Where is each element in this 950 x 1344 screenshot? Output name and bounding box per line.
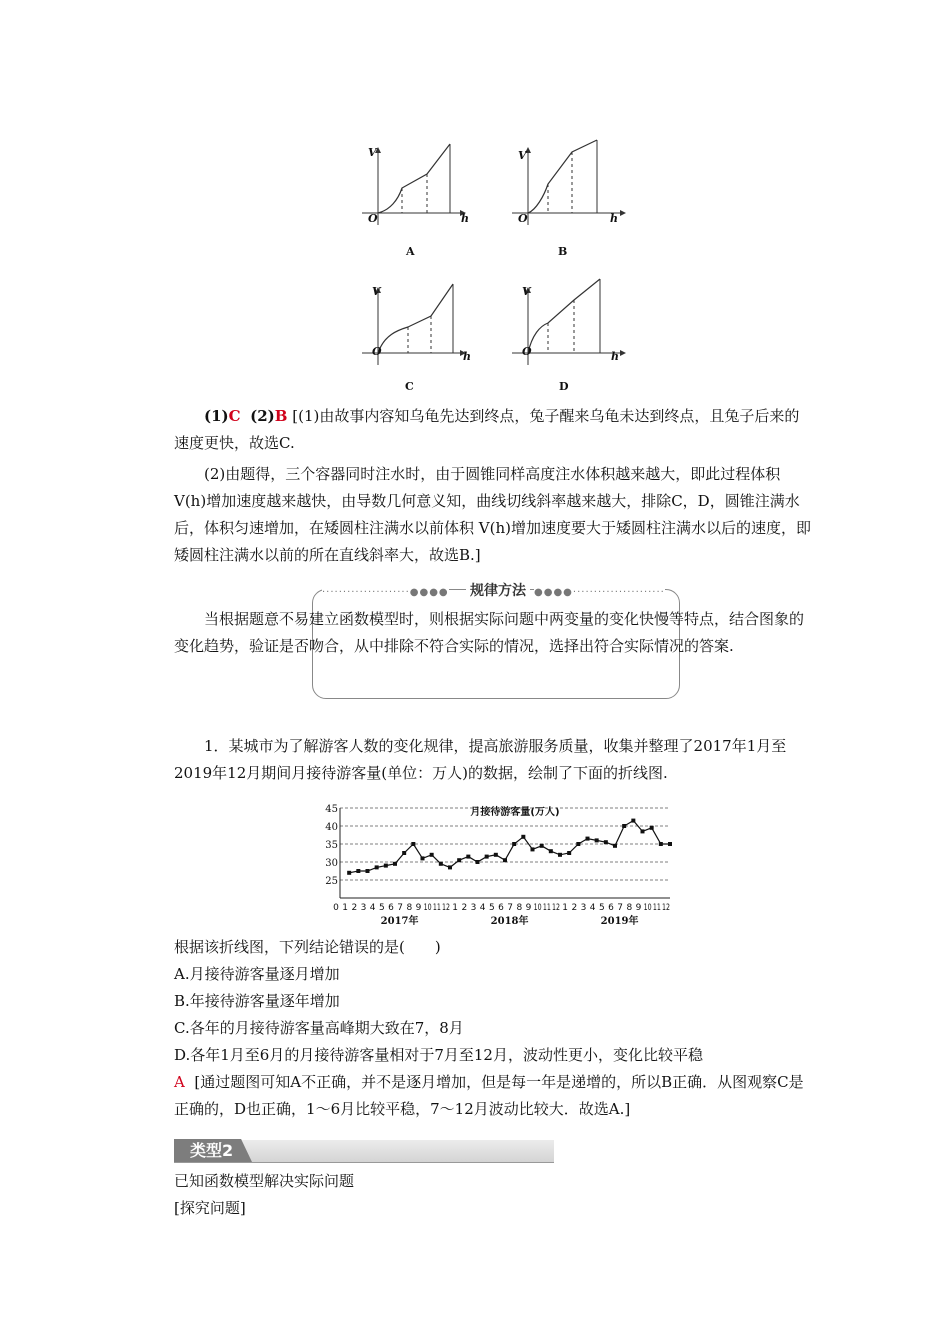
- graph-c-v-label: V: [372, 285, 381, 298]
- question-1-answer: [174, 1069, 814, 1123]
- graph-b-v-label: V: [518, 149, 527, 162]
- data-point: [430, 853, 434, 857]
- data-point: [476, 860, 480, 864]
- x-tick-label: 10: [533, 903, 542, 913]
- x-tick-label: 7: [507, 903, 514, 913]
- x-tick-label: 12: [662, 903, 670, 913]
- year-label: 2019年: [600, 916, 639, 927]
- x-tick-label: 2: [461, 903, 468, 913]
- x-tick-label: 12: [442, 903, 450, 913]
- x-tick-label: 4: [479, 903, 486, 913]
- data-point: [641, 829, 645, 833]
- option-c: C.各年的月接待游客量高峰期大致在7，8月: [174, 1019, 464, 1037]
- x-tick-label: 6: [388, 903, 394, 913]
- x-tick-label: 2: [571, 903, 578, 913]
- data-point: [604, 840, 608, 844]
- data-point: [549, 849, 553, 853]
- x-tick-label: 9: [415, 903, 422, 913]
- graph-b: [512, 140, 625, 225]
- graph-d-caption: D: [559, 380, 569, 393]
- x-tick-label: 10: [423, 903, 432, 913]
- x-tick-label: 4: [369, 903, 376, 913]
- data-point: [494, 853, 498, 857]
- data-point: [595, 838, 599, 842]
- answer-part1-choice: C: [228, 407, 241, 425]
- x-tick-label: 1: [562, 903, 569, 913]
- x-tick-label: 0: [333, 903, 339, 913]
- data-point: [631, 819, 635, 823]
- x-tick-label: 3: [360, 903, 367, 913]
- tourist-line-chart: [325, 804, 678, 930]
- x-tick-label: 5: [598, 903, 605, 913]
- data-point: [366, 869, 370, 873]
- x-tick-label: 6: [608, 903, 614, 913]
- x-tick-label: 9: [525, 903, 532, 913]
- option-b: B.年接待游客量逐年增加: [174, 992, 340, 1010]
- graph-a-v-label: V: [368, 146, 377, 159]
- x-tick-label: 3: [580, 903, 587, 913]
- graph-a-origin: O: [368, 212, 378, 225]
- x-tick-label: 8: [516, 903, 523, 913]
- data-point: [421, 856, 425, 860]
- question-1-prompt: 根据该折线图，下列结论错误的是( ): [174, 938, 441, 956]
- x-tick-label: 11: [432, 903, 441, 913]
- x-tick-label: 10: [643, 903, 652, 913]
- data-point: [558, 853, 562, 857]
- data-point: [466, 855, 470, 859]
- graph-d-origin: O: [522, 345, 532, 358]
- x-tick-label: 6: [498, 903, 504, 913]
- type-2-subtitle: [探究问题]: [174, 1199, 246, 1217]
- x-tick-label: 8: [406, 903, 413, 913]
- answer-explanation-1: [(1)由故事内容知乌龟先达到终点，兔子醒来乌龟未达到终点，且兔子后来的速度更快，故选C.: [174, 407, 800, 452]
- graph-c-origin: O: [372, 345, 382, 358]
- graph-d-h-label: h: [611, 350, 619, 363]
- y-tick-label: 40: [325, 822, 338, 833]
- answer-part2-choice: B: [274, 407, 288, 425]
- data-point: [439, 862, 443, 866]
- question-1-answer-letter: A: [174, 1073, 185, 1091]
- answer-part2-label: (2): [250, 407, 275, 425]
- answer-paragraph-1: [174, 403, 814, 457]
- x-tick-label: 1: [452, 903, 459, 913]
- data-point: [622, 824, 626, 828]
- x-tick-label: 7: [617, 903, 624, 913]
- rule-text: 当根据题意不易建立函数模型时，则根据实际问题中两变量的变化快慢等特点，结合图象的变化趋势，验证是否吻合，从中排除不符合实际的情况，选择出符合实际情况的答案.: [174, 610, 805, 655]
- x-tick-label: 9: [635, 903, 642, 913]
- data-point: [411, 842, 415, 846]
- x-tick-label: 11: [542, 903, 551, 913]
- graph-a-caption: A: [406, 245, 415, 258]
- data-point: [384, 864, 388, 868]
- data-point: [531, 847, 535, 851]
- data-point: [613, 844, 617, 848]
- x-tick-label: 2: [351, 903, 358, 913]
- type-2-title: 已知函数模型解决实际问题: [174, 1172, 355, 1190]
- volume-height-graphs: [350, 130, 640, 410]
- answer-part1-label: (1): [204, 407, 229, 425]
- answer-paragraph-2: (2)由题得，三个容器同时注水时，由于圆锥同样高度注水体积越来越大，即此过程体积 V(h)增加速度越来越快，由导数几何意义知，曲线切线斜率越来越大，排除C，D，圆锥注满水后，体积匀速增加，在矮圆柱注满水以前体积 V(h)增加速度要大于矮圆柱注满水以后的速度，即矮圆柱注满水以前的所在直线斜率大，故选B.]: [174, 465, 811, 564]
- graph-c-caption: C: [405, 380, 414, 393]
- rule-dots-right: ●●●●······················: [534, 587, 665, 598]
- x-tick-label: 7: [397, 903, 404, 913]
- x-tick-label: 12: [552, 903, 560, 913]
- data-point: [576, 842, 580, 846]
- data-point: [393, 862, 397, 866]
- data-point: [457, 858, 461, 862]
- rule-dots-left: ·····················●●●●: [322, 587, 449, 598]
- year-label: 2017年: [380, 916, 419, 927]
- series-line: [349, 821, 670, 873]
- y-tick-label: 45: [325, 804, 338, 815]
- data-point: [650, 826, 654, 830]
- graph-d-v-label: V: [522, 285, 531, 298]
- rule-title: 规律方法: [466, 580, 530, 600]
- graph-b-origin: O: [518, 212, 528, 225]
- y-tick-label: 30: [325, 858, 338, 869]
- data-point: [448, 865, 452, 869]
- x-tick-label: 3: [470, 903, 477, 913]
- question-1-stem: 1．某城市为了解游客人数的变化规律，提高旅游服务质量，收集并整理了2017年1月至2019年12月期间月接待游客量(单位：万人)的数据，绘制了下面的折线图.: [174, 737, 787, 782]
- data-point: [503, 858, 507, 862]
- x-tick-label: 11: [652, 903, 661, 913]
- x-tick-label: 5: [378, 903, 385, 913]
- data-point: [512, 842, 516, 846]
- x-tick-label: 1: [342, 903, 349, 913]
- graph-a-h-label: h: [461, 212, 469, 225]
- chart-title: 月接待游客量(万人): [470, 807, 560, 818]
- data-point: [540, 844, 544, 848]
- option-d: D.各年1月至6月的月接待游客量相对于7月至12月，波动性更小，变化比较平稳: [174, 1046, 703, 1064]
- year-label: 2018年: [490, 916, 529, 927]
- data-point: [586, 837, 590, 841]
- data-point: [356, 869, 360, 873]
- graph-c-h-label: h: [463, 350, 471, 363]
- data-point: [375, 865, 379, 869]
- data-point: [521, 835, 525, 839]
- x-tick-label: 5: [488, 903, 495, 913]
- x-tick-label: 4: [589, 903, 596, 913]
- data-point: [402, 851, 406, 855]
- y-tick-label: 35: [325, 840, 338, 851]
- data-point: [668, 842, 672, 846]
- y-tick-label: 25: [325, 876, 338, 887]
- data-point: [485, 855, 489, 859]
- question-1-explanation: [通过题图可知A不正确，并不是逐月增加，但是每一年是递增的，所以B正确．从图观察C是正确的，D也正确，1～6月比较平稳，7～12月波动比较大．故选A.]: [174, 1073, 804, 1118]
- data-point: [567, 851, 571, 855]
- graph-b-caption: B: [558, 245, 568, 258]
- type-2-label: 类型2: [190, 1141, 234, 1160]
- graph-b-h-label: h: [610, 212, 618, 225]
- data-point: [347, 871, 351, 875]
- data-point: [659, 842, 663, 846]
- x-tick-label: 8: [626, 903, 633, 913]
- option-a: A.月接待游客量逐月增加: [174, 965, 340, 983]
